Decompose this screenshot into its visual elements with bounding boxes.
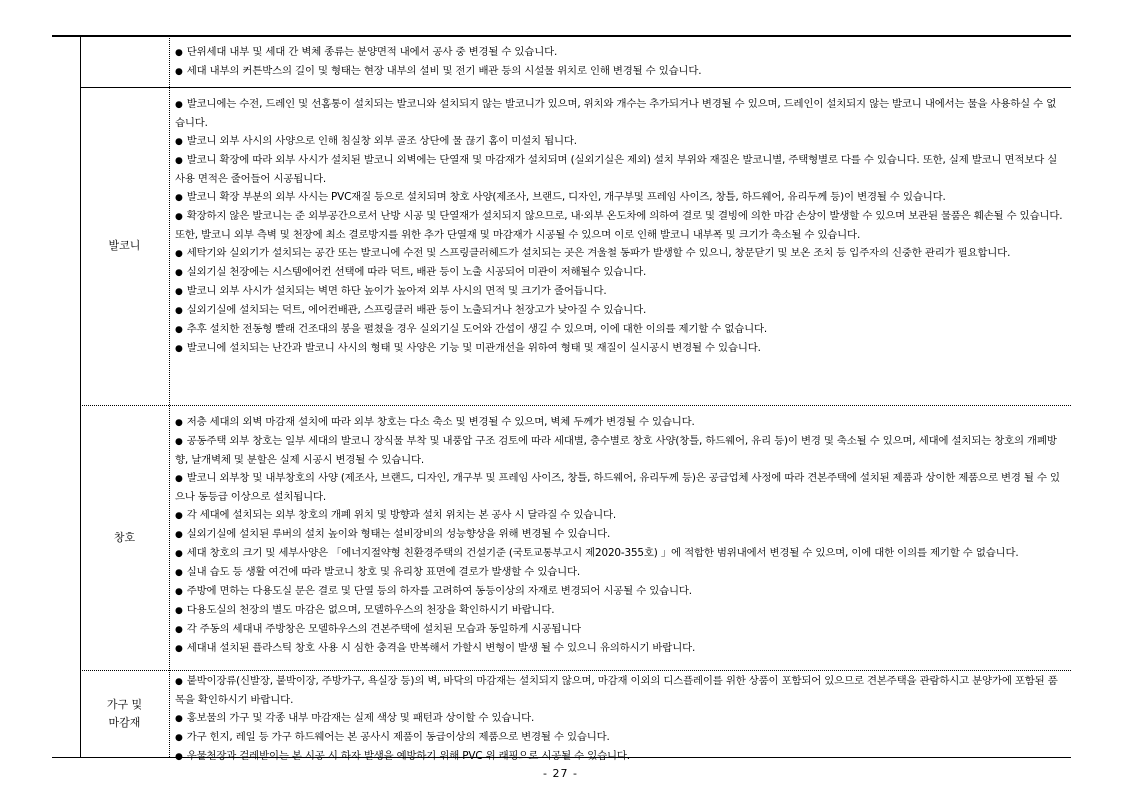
list-item: ● 홍보물의 가구 및 각종 내부 마감재는 실제 색상 및 패턴과 상이할 수 있습니다. — [175, 712, 535, 724]
bullet-icon: ● — [175, 530, 183, 540]
list-item: ● 세대 내부의 커튼박스의 길이 및 형태는 현장 내부의 설비 및 전기 배관 등의 시설물 위치로 인해 변경될 수 있습니다. — [175, 65, 702, 77]
list-item: ● 붙박이장류(신발장, 붙박이장, 주방가구, 욕실장 등)의 벽, 바닥의 마감재는 설치되지 않으며, 마감재 이외의 디스플레이를 위한 상품이 포함되어 있으므로 견본주택을 관람하시고 분양가에 포함된 품목을 확인하시기 바랍니다. — [175, 675, 1058, 706]
bullet-icon: ● — [175, 714, 183, 724]
row-content — [175, 413, 1065, 658]
list-item: ● 단위세대 내부 및 세대 간 벽체 종류는 분양면적 내에서 공사 중 변경될 수 있습니다. — [175, 46, 558, 58]
bullet-icon: ● — [175, 249, 183, 259]
list-item: ● 추후 설치한 전동형 빨래 건조대의 봉을 펼쳤을 경우 실외기실 도어와 간섭이 생길 수 있으며, 이에 대한 이의를 제기할 수 없습니다. — [175, 323, 768, 335]
bullet-icon: ● — [175, 268, 183, 278]
bullet-icon: ● — [175, 644, 183, 654]
list-item: ● 발코니에는 수전, 드레인 및 선홈통이 설치되는 발코니와 설치되지 않는 발코니가 있으며, 위치와 개수는 추가되거나 변경될 수 있으며, 드레인이 설치되지 않는 발코니 내에서는 물을 사용하실 수 없습니다. — [175, 98, 1057, 129]
list-item: ● 발코니 확장 부분의 외부 사시는 PVC재질 등으로 설치되며 창호 사양(제조사, 브랜드, 디자인, 개구부및 프레임 사이즈, 창틀, 하드웨어, 유리두께 등)이 변경될 수 있습니다. — [175, 191, 946, 203]
bullet-icon: ● — [175, 568, 183, 578]
bullet-icon: ● — [175, 606, 183, 616]
bullet-icon: ● — [175, 344, 183, 354]
bullet-icon: ● — [175, 587, 183, 597]
bullet-icon: ● — [175, 212, 183, 222]
row-category-label: 발코니 — [108, 239, 141, 252]
bullet-icon: ● — [175, 418, 183, 428]
bullet-icon: ● — [175, 137, 183, 147]
list-item: ● 실외기실에 설치된 루버의 설치 높이와 형태는 설비장비의 성능향상을 위해 변경될 수 있습니다. — [175, 528, 611, 540]
list-item: ● 발코니에 설치되는 난간과 발코니 사시의 형태 및 사양은 기능 및 미관개선을 위하여 형태 및 재질이 실시공시 변경될 수 있습니다. — [175, 342, 761, 354]
page-number: - 27 - — [543, 767, 578, 780]
bullet-icon: ● — [175, 625, 183, 635]
list-item: ● 주방에 면하는 다용도실 문은 결로 및 단열 등의 하자를 고려하여 동등이상의 자재로 변경되어 시공될 수 있습니다. — [175, 585, 692, 597]
list-item: ● 발코니 외부창 및 내부창호의 사양 (제조사, 브랜드, 디자인, 개구부 및 프레임 사이즈, 창틀, 하드웨어, 유리두께 등)은 공급업체 사정에 따라 견본주택에 설치된 제품과 상이한 제품으로 변경 될 수 있으나 동등급 이상으로 설치됩니다. — [175, 472, 1060, 503]
row-category-label: 가구 및 마감재 — [106, 697, 143, 729]
bullet-icon: ● — [175, 306, 183, 316]
list-item: ● 세대내 설치된 플라스틱 창호 사용 시 심한 충격을 반복해서 가할시 변형이 발생 될 수 있으니 유의하시기 바랍니다. — [175, 642, 696, 654]
bullet-icon: ● — [175, 100, 183, 110]
row-content — [175, 672, 1065, 766]
bullet-icon: ● — [175, 511, 183, 521]
list-item: ● 실외기실 천장에는 시스템에어컨 선택에 따라 덕트, 배관 등이 노출 시공되어 미관이 저해될수 있습니다. — [175, 266, 647, 278]
bullet-icon: ● — [175, 733, 183, 743]
table-row-windows — [80, 405, 1071, 670]
list-item: ● 발코니 확장에 따라 외부 사시가 설치된 발코니 외벽에는 단열재 및 마감재가 설치되며 (실외기실은 제외) 설치 부위와 재질은 발코니별, 주택형별로 다를 수 있습니다. 또한, 실제 발코니 면적보다 실사용 면적은 줄어들어 시공됩니다. — [175, 154, 1058, 185]
bullet-icon: ● — [175, 156, 183, 166]
row-content — [175, 43, 1065, 81]
list-item: ● 공동주택 외부 창호는 일부 세대의 발코니 장식물 부착 및 내풍압 구조 검토에 따라 세대별, 층수별로 창호 사양(창틀, 하드웨어, 유리 등)이 변경 및 축소될 수 있으며, 세대에 설치되는 창호의 개폐방향, 날개벽체 및 분할은 실제 시공시 변경될 수 있습니다. — [175, 435, 1057, 466]
row-category-label: 창호 — [113, 530, 136, 544]
list-item: ● 발코니 외부 사시가 설치되는 벽면 하단 높이가 높아져 외부 사시의 면적 및 크기가 줄어듭니다. — [175, 285, 607, 297]
list-item: ● 다용도실의 천장의 별도 마감은 없으며, 모델하우스의 천장을 확인하시기 바랍니다. — [175, 604, 555, 616]
list-item: ● 각 세대에 설치되는 외부 창호의 개폐 위치 및 방향과 설치 위치는 본 공사 시 달라질 수 있습니다. — [175, 509, 617, 521]
list-item: ● 가구 힌지, 레일 등 가구 하드웨어는 본 공사시 제품이 동급이상의 제품으로 변경될 수 있습니다. — [175, 731, 610, 743]
table-row-balcony — [80, 87, 1071, 405]
list-item: ● 저층 세대의 외벽 마감재 설치에 따라 외부 창호는 다소 축소 및 변경될 수 있으며, 벽체 두께가 변경될 수 있습니다. — [175, 416, 695, 428]
bullet-icon: ● — [175, 474, 183, 484]
list-item: ● 세대 창호의 크기 및 세부사양은 「에너지절약형 친환경주택의 건설기준 (국토교통부고시 제2020-355호) 」에 적합한 범위내에서 변경될 수 있으며, 이에 대한 이의를 제기할 수 없습니다. — [175, 547, 1019, 559]
list-item: ● 확장하지 않은 발코니는 준 외부공간으로서 난방 시공 및 단열재가 설치되지 않으므로, 내·외부 온도차에 의하여 결로 및 결빙에 의한 마감 손상이 발생할 수 있으며 보관된 물품은 훼손될 수 있습니다. 또한, 발코니 외부 측벽 및 천장에 최소 결로방지를 위한 추가 단열재 및 마감재가 시공될 수 있으며 이로 인해 발코니 내부폭 및 크기가 축소될 수 있습니다. — [175, 210, 1063, 241]
bullet-icon: ● — [175, 67, 183, 77]
table-bottom-border — [52, 757, 1071, 758]
row-category-label — [80, 35, 169, 87]
table-row-general — [80, 35, 1071, 87]
bullet-icon: ● — [175, 193, 183, 203]
bullet-icon: ● — [175, 677, 183, 687]
list-item: ● 세탁기와 실외기가 설치되는 공간 또는 발코니에 수전 및 스프링클러헤드가 설치되는 곳은 겨울철 동파가 발생할 수 있으니, 창문닫기 및 보온 조치 등 입주자의 신중한 관리가 필요합니다. — [175, 247, 1011, 259]
list-item: ● 각 주동의 세대내 주방창은 모델하우스의 견본주택에 설치된 모습과 동일하게 시공됩니다 — [175, 623, 581, 635]
list-item: ● 실내 습도 등 생활 여건에 따라 발코니 창호 및 유리창 표면에 결로가 발생할 수 있습니다. — [175, 566, 581, 578]
list-item: ● 발코니 외부 사시의 사양으로 인해 침실창 외부 골조 상단에 물 끊기 홈이 미설치 됩니다. — [175, 135, 577, 147]
row-content — [175, 95, 1065, 358]
list-item: ● 우물천장과 걸레받이는 본 시공 시 하자 발생을 예방하기 위해 PVC 위 래핑으로 시공될 수 있습니다. — [175, 750, 630, 762]
bullet-icon: ● — [175, 325, 183, 335]
table-row-furniture — [80, 670, 1071, 762]
list-item: ● 실외기실에 설치되는 덕트, 에어컨배관, 스프링클러 배관 등이 노출되거나 천장고가 낮아질 수 있습니다. — [175, 304, 647, 316]
bullet-icon: ● — [175, 549, 183, 559]
bullet-icon: ● — [175, 287, 183, 297]
bullet-icon: ● — [175, 752, 183, 762]
bullet-icon: ● — [175, 48, 183, 58]
bullet-icon: ● — [175, 437, 183, 447]
